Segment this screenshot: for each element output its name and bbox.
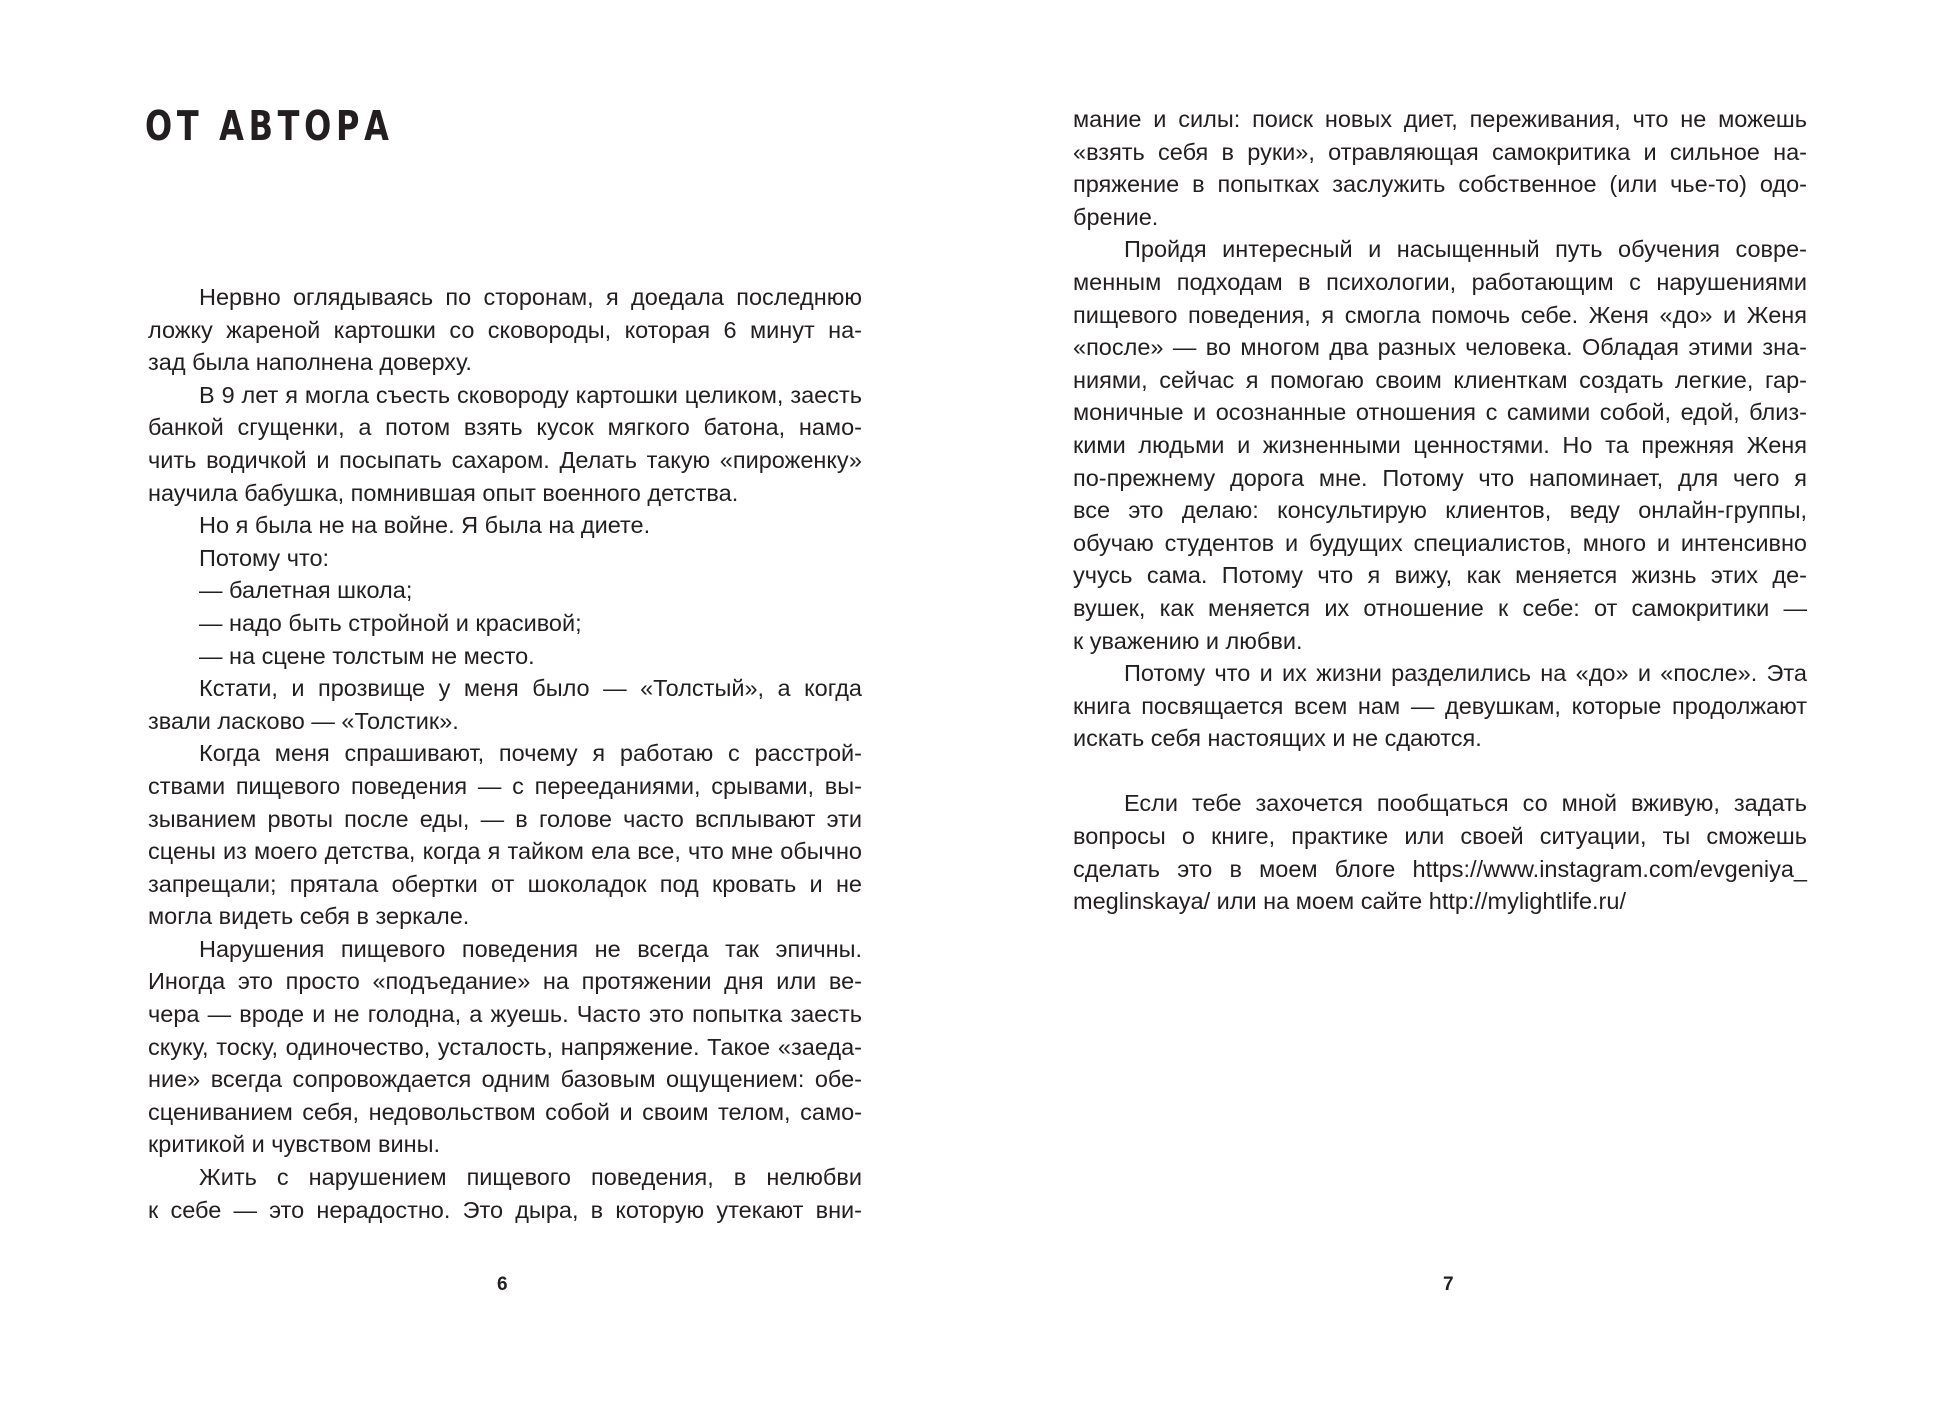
text-line: Но я была не на войне. Я была на диете. — [199, 512, 651, 539]
text-line: чера — вроде и не голодна, а жуешь. Часто это попытка заесть — [148, 1001, 862, 1028]
text-line: ние» всегда сопровождается одним базовым ощущением: обе- — [148, 1066, 862, 1093]
text-line: запрещали; прятала обертки от шоколадок под кровать и не — [148, 870, 862, 897]
text-line: Жить с нарушением пищевого поведения, в нелюбви — [199, 1164, 862, 1191]
paragraph-spacer — [1073, 755, 1807, 788]
text-line: meglinskaya/ или на моем сайте http://mylightlife.ru/ — [1073, 888, 1626, 915]
text-line: обучаю студентов и будущих специалистов, много и интенсивно — [1073, 529, 1807, 556]
text-line: — балетная школа; — [199, 577, 413, 604]
text-line: по-прежнему дорога мне. Потому что напоминает, для чего я — [1073, 464, 1807, 491]
text-line: — на сцене толстым не место. — [199, 642, 535, 669]
right-page — [973, 0, 1946, 1408]
text-line: ниями, сейчас я помогаю своим клиенткам создать легкие, гар- — [1073, 366, 1807, 393]
text-line: зыванием рвоты после еды, — в голове часто всплывают эти — [148, 805, 862, 832]
text-line: Пройдя интересный и насыщенный путь обучения совре- — [1124, 236, 1807, 263]
text-line: Иногда это просто «подъедание» на протяжении дня или ве- — [148, 968, 862, 995]
text-line: зад была наполнена доверху. — [148, 349, 472, 376]
text-line: кими людьми и жизненными ценностями. Но та прежняя Женя — [1073, 431, 1807, 458]
page-number-left: 6 — [497, 1274, 508, 1295]
text-line: Когда меня спрашивают, почему я работаю с расстрой- — [199, 740, 862, 767]
text-line: скуку, тоску, одиночество, усталость, напряжение. Такое «заеда- — [148, 1033, 862, 1060]
text-line: банкой сгущенки, а потом взять кусок мягкого батона, намо- — [148, 414, 862, 441]
page-number-right: 7 — [1443, 1274, 1454, 1295]
text-line: научила бабушка, помнившая опыт военного детства. — [148, 479, 739, 506]
left-page-body — [148, 281, 862, 1226]
text-line: вопросы о книге, практике или своей ситуации, ты сможешь — [1073, 823, 1807, 850]
text-line: звали ласково — «Толстик». — [148, 707, 459, 734]
text-line: ложку жареной картошки со сковороды, которая 6 минут на- — [148, 316, 862, 343]
text-line: В 9 лет я могла съесть сковороду картошки целиком, заесть — [199, 381, 862, 408]
text-line: брение. — [1073, 203, 1159, 230]
text-line: критикой и чувством вины. — [148, 1131, 441, 1158]
text-line: сцениванием себя, недовольством собой и своим телом, само- — [148, 1098, 862, 1125]
text-line: искать себя настоящих и не сдаются. — [1073, 725, 1482, 752]
text-line: «взять себя в руки», отравляющая самокритика и сильное на- — [1073, 138, 1807, 165]
text-line: чить водичкой и посыпать сахаром. Делать такую «пироженку» — [148, 446, 862, 473]
text-line: все это делаю: консультирую клиентов, веду онлайн-группы, — [1073, 497, 1807, 524]
text-line: мание и силы: поиск новых диет, переживания, что не можешь — [1073, 106, 1807, 132]
text-line: Нарушения пищевого поведения не всегда так эпичны. — [199, 935, 862, 962]
text-line: пряжение в попытках заслужить собственное (или чье-то) одо- — [1073, 171, 1807, 198]
text-line: ствами пищевого поведения — с перееданиями, срывами, вы- — [148, 772, 862, 799]
text-line: менным подходам в психологии, работающим с нарушениями — [1073, 268, 1807, 295]
text-line: Нервно оглядываясь по сторонам, я доедала последнюю — [199, 284, 862, 310]
text-line: сделать это в моем блоге https://www.instagram.com/evgeniya_ — [1073, 855, 1807, 882]
text-line: книга посвящается всем нам — девушкам, которые продолжают — [1073, 692, 1807, 719]
text-line: к себе — это нерадостно. Это дыра, в которую утекают вни- — [148, 1196, 862, 1223]
text-line: «после» — во многом два разных человека. Обладая этими зна- — [1073, 334, 1807, 361]
text-line: сцены из моего детства, когда я тайком ела все, что мне обычно — [148, 838, 862, 865]
text-line: моничные и осознанные отношения с самими собой, едой, близ- — [1073, 399, 1807, 426]
text-line: Потому что: — [199, 544, 330, 571]
text-line: к уважению и любви. — [1073, 627, 1303, 654]
text-line: Потому что и их жизни разделились на «до» и «после». Эта — [1124, 660, 1807, 687]
text-line: вушек, как меняется их отношение к себе: от самокритики — — [1073, 594, 1807, 621]
text-line: — надо быть стройной и красивой; — [199, 609, 582, 636]
text-line: могла видеть себя в зеркале. — [148, 903, 470, 930]
chapter-title: ОТ АВТОРА — [145, 102, 394, 150]
text-line: пищевого поведения, я смогла помочь себе. Женя «до» и Женя — [1073, 301, 1807, 328]
text-line: учусь сама. Потому что я вижу, как меняется жизнь этих де- — [1073, 562, 1807, 589]
text-line: Кстати, и прозвище у меня было — «Толстый», а когда — [199, 675, 862, 702]
right-page-body — [1073, 103, 1807, 918]
text-line: Если тебе захочется пообщаться со мной вживую, задать — [1124, 790, 1807, 817]
